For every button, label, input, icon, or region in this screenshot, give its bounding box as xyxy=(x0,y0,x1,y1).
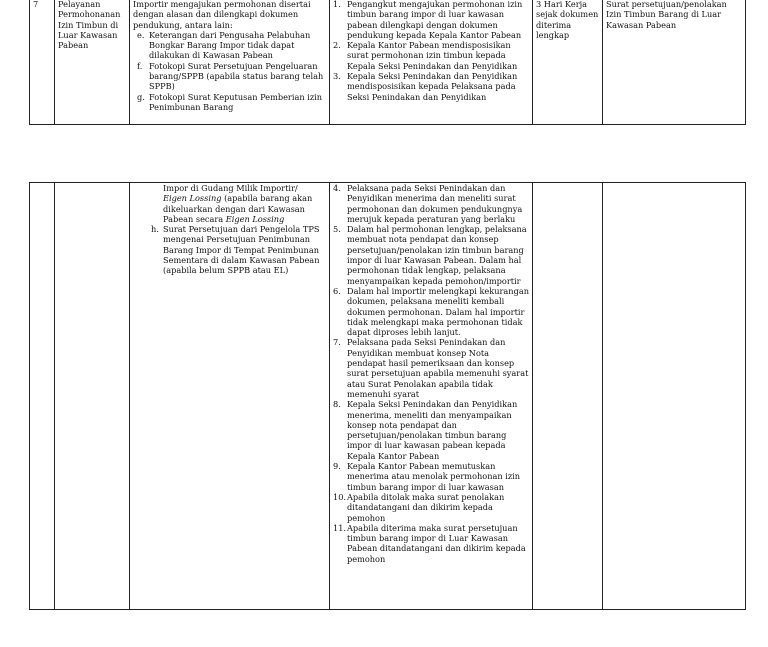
list-item: 5. Dalam hal permohonan lengkap, pelaksana membuat nota pendapat dan konsep persetujuan/penolakan izin timbun barang impor di luar Kawasan Pabean. Dalam hal permohonan tidak lengkap, pelaksana menyampaikan kepada pemohon/importir xyxy=(333,224,527,286)
procedure-table-top xyxy=(29,0,746,125)
list-item: 3. Kepala Seksi Penindakan dan Penyidikan mendisposisikan kepada Pelaksana pada Seksi Penindakan dan Penyidikan xyxy=(333,71,518,102)
list-item: 2. Kepala Kantor Pabean mendisposisikan surat permohonan izin timbun kepada Kepala Seksi Penindakan dan Penyidikan xyxy=(333,40,518,71)
requirements-cell xyxy=(130,183,330,610)
list-item: h. Surat Persetujuan dari Pengelola TPS mengenai Persetujuan Penimbunan Barang Impor di Tempat Penimbunan Sementara di dalam Kawasan Pabean (apabila belum SPPB atau EL) xyxy=(151,224,320,276)
procedure-steps-cell xyxy=(330,183,533,610)
requirements-cell xyxy=(130,0,330,125)
list-item: e. Keterangan dari Pengusaha Pelabuhan Bongkar Barang Impor tidak dapat dilakukan di Kawasan Pabean xyxy=(137,29,311,61)
list-item: f. Fotokopi Surat Persetujuan Pengeluaran barang/SPPB (apabila status barang telah SPPB) xyxy=(137,60,324,92)
duration-cell-empty xyxy=(533,183,603,610)
output-cell: Surat persetujuan/penolakan Izin Timbun Barang di Luar Kawasan Pabean xyxy=(603,0,746,125)
output-cell-empty xyxy=(603,183,746,610)
list-item: 6. Dalam hal importir melengkapi kekurangan dokumen, pelaksana meneliti kembali dokumen permohonan. Dalam hal importir tidak melengkapi maka permohonan tidak dapat diproses lebih lanjut. xyxy=(333,285,529,338)
list-item: 4. Pelaksana pada Seksi Penindakan dan Penyidikan menerima dan meneliti surat permohonan dan dokumen pendukungnya merujuk kepada peraturan yang berlaku xyxy=(333,183,523,224)
list-item: g. Fotokopi Surat Keputusan Pemberian izin Penimbunan Barang xyxy=(137,91,323,112)
table-row xyxy=(30,183,746,610)
steps-list xyxy=(333,183,529,564)
requirement-g-continued: Impor di Gudang Milik Importir/ Eigen Lossing (apabila barang akan dikeluarkan dengan dari Kawasan Pabean secara Eigen Lossing xyxy=(163,183,313,224)
requirements-list xyxy=(133,224,326,275)
service-name-empty xyxy=(55,183,130,610)
requirements-list xyxy=(133,30,326,112)
service-name: Pelayanan Permohonanan Izin Timbun di Luar Kawasan Pabean xyxy=(55,0,130,125)
row-number: 7 xyxy=(30,0,55,125)
procedure-steps-cell xyxy=(330,0,533,125)
list-item: 11. Apabila diterima maka surat persetujuan timbun barang impor di Luar Kawasan Pabean ditandatangani dan dikirim kepada pemohon xyxy=(333,522,526,564)
list-item: 10. Apabila ditolak maka surat penolakan ditandatangani dan dikirim kepada pemohon xyxy=(333,491,505,523)
table-row xyxy=(30,0,746,125)
list-item: 7. Pelaksana pada Seksi Penindakan dan Penyidikan membuat konsep Nota pendapat hasil pemeriksaan dan konsep surat persetujuan apabila memenuhi syarat atau Surat Penolakan apabila tidak memenuhi syarat xyxy=(333,337,529,399)
list-item: 8. Kepala Seksi Penindakan dan Penyidikan menerima, meneliti dan menyampaikan konsep nota pendapat dan persetujuan/penolakan timbun barang impor di luar kawasan pabean kepada Kepala Kantor Pabean xyxy=(333,399,518,461)
steps-list xyxy=(333,0,529,102)
duration-cell: 3 Hari Kerja sejak dokumen diterima lengkap xyxy=(533,0,603,125)
list-item: 9. Kepala Kantor Pabean memutuskan menerima atau menolak permohonan izin timbun barang impor di luar kawasan xyxy=(333,461,521,492)
procedure-table-bottom xyxy=(29,182,746,610)
requirements-intro: Importir mengajukan permohonan disertai dengan alasan dan dilengkapi dokumen pendukung, antara lain: xyxy=(133,0,311,30)
list-item: 1. Pengangkut mengajukan permohonan izin timbun barang impor di luar kawasan pabean dilengkapi dengan dokumen pendukung kepada Kepala Kantor Pabean xyxy=(333,0,523,40)
row-number-empty xyxy=(30,183,55,610)
